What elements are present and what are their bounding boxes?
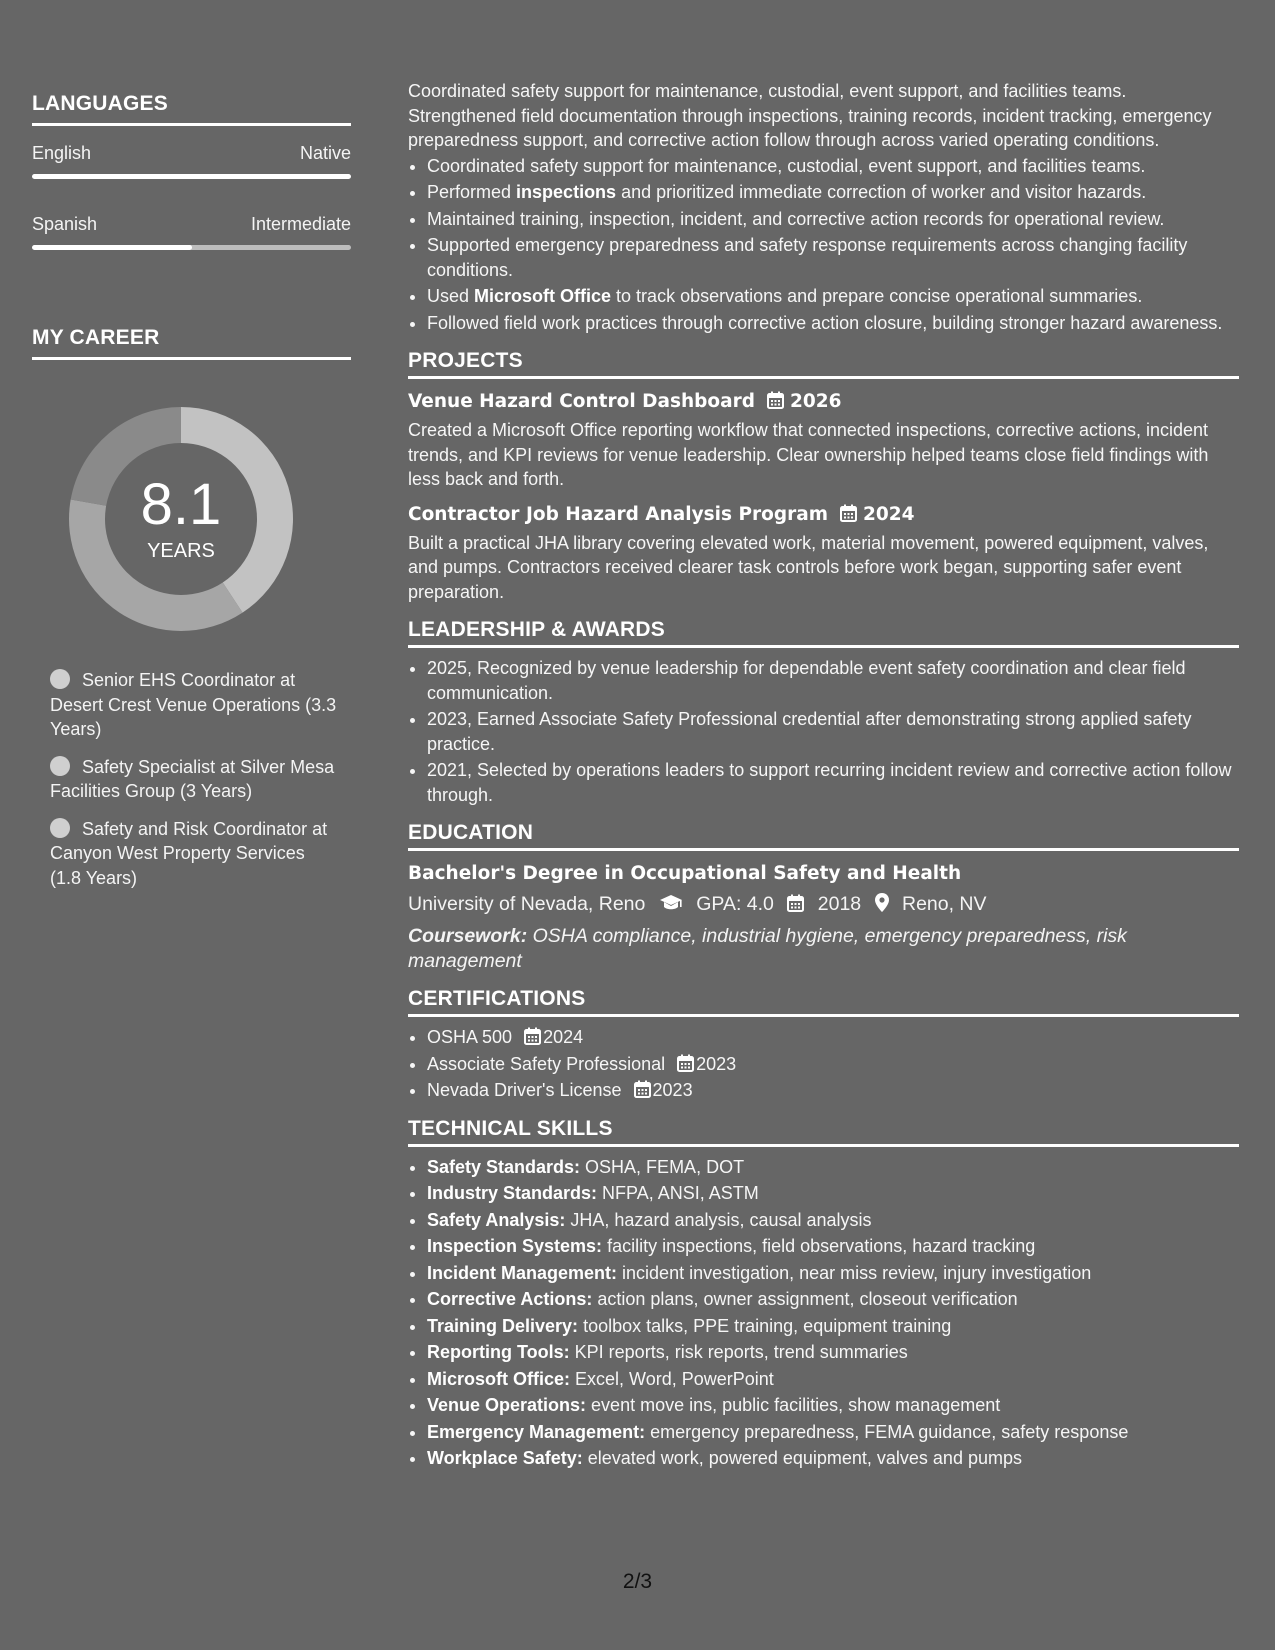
skill-value: facility inspections, field observations, hazard tracking (602, 1236, 1036, 1256)
skills-heading: TECHNICAL SKILLS (408, 1117, 1239, 1147)
location-pin-icon (875, 892, 889, 920)
certification-year: 2023 (696, 1053, 737, 1074)
page-number: 2/3 (622, 1570, 653, 1593)
education-meta (408, 890, 1239, 920)
graduation-cap-icon (659, 892, 683, 920)
calendar-icon (524, 1027, 541, 1045)
graduation-year: 2018 (817, 893, 862, 915)
main-content (408, 79, 1239, 1473)
skill-label: Incident Management: (427, 1262, 618, 1283)
skill-item (427, 1181, 1239, 1206)
skill-value: toolbox talks, PPE training, equipment training (578, 1315, 952, 1336)
career-item-label: Safety Specialist at Silver Mesa Facilities Group (3 Years) (50, 756, 335, 801)
career-item (50, 817, 340, 891)
project-title: Venue Hazard Control Dashboard (408, 391, 755, 412)
bullet-text: Performed (427, 182, 517, 202)
skill-value: KPI reports, risk reports, trend summaries (569, 1342, 908, 1362)
skill-value: JHA, hazard analysis, causal analysis (565, 1209, 872, 1230)
career-item (50, 755, 340, 804)
skill-item (427, 1393, 1239, 1418)
donut-center (66, 404, 296, 634)
language-proficiency-fill (32, 174, 351, 179)
experience-bullet (427, 311, 1239, 336)
degree-title: Bachelor's Degree in Occupational Safety and Health (408, 863, 962, 884)
experience-bullets (408, 154, 1239, 336)
skill-item (427, 1367, 1239, 1392)
calendar-icon (677, 1054, 694, 1072)
language-proficiency-bar (32, 174, 351, 179)
projects-heading: PROJECTS (408, 349, 1239, 379)
calendar-icon (634, 1080, 651, 1098)
experience-bullet (427, 154, 1239, 179)
skill-value: OSHA, FEMA, DOT (580, 1156, 745, 1177)
language-level: Native (299, 143, 351, 163)
award-item: • 2023, Earned Associate Safety Professional credential after demonstrating strong applied safety practice. (427, 707, 1239, 756)
bullet-text: Supported emergency preparedness and safety response requirements across changing facility conditions. (427, 235, 1188, 280)
skill-label: Workplace Safety: (427, 1448, 583, 1468)
language-proficiency-fill (32, 245, 192, 250)
skill-label: Reporting Tools: (427, 1342, 570, 1362)
bullet-keyword: inspections (516, 182, 617, 202)
skill-label: Venue Operations: (427, 1395, 587, 1415)
skill-value: emergency preparedness, FEMA guidance, safety response (645, 1421, 1129, 1442)
certification-item (427, 1052, 1239, 1077)
career-item-label: Safety and Risk Coordinator at Canyon West Property Services (1.8 Years) (50, 818, 328, 888)
experience-bullet (427, 180, 1239, 205)
school-location: Reno, NV (901, 893, 987, 915)
career-item-label: Senior EHS Coordinator at Desert Crest Venue Operations (3.3 Years) (50, 670, 337, 739)
project-description: Created a Microsoft Office reporting workflow that connected inspections, corrective actions, incident trends, and KPI reviews for venue leadership. Clear ownership helped teams close field findings with less back and forth. (408, 420, 1209, 489)
career-legend-dot (50, 756, 70, 776)
certification-item (427, 1078, 1239, 1103)
skill-label: Safety Analysis: (427, 1209, 566, 1230)
language-row (32, 140, 351, 166)
skill-label: Training Delivery: (427, 1315, 579, 1336)
language-row (32, 211, 351, 237)
certification-year: 2024 (543, 1027, 584, 1047)
skill-item (427, 1420, 1239, 1445)
language-item (32, 211, 351, 250)
education-heading: EDUCATION (408, 821, 1239, 851)
skill-item (427, 1261, 1239, 1286)
sidebar (32, 92, 351, 903)
career-list (50, 668, 340, 890)
languages-heading: LANGUAGES (32, 92, 351, 126)
experience-bullet (427, 233, 1239, 282)
bullet-text: Used (427, 286, 475, 306)
career-donut-chart (66, 404, 296, 634)
bullet-text: to track observations and prepare concise operational summaries. (611, 286, 1143, 306)
skill-label: Emergency Management: (427, 1421, 646, 1442)
bullet-text: Maintained training, inspection, incident, and corrective action records for operational review. (427, 208, 1165, 229)
career-total-years: 8.1 (140, 472, 222, 537)
career-total-unit: YEARS (147, 540, 215, 562)
school-name: University of Nevada, Reno (408, 893, 646, 915)
skill-label: Inspection Systems: (427, 1236, 603, 1256)
skill-item (427, 1287, 1239, 1312)
bullet-keyword: Microsoft Office (474, 286, 612, 306)
language-level: Intermediate (250, 214, 351, 234)
leadership-heading: LEADERSHIP & AWARDS (408, 618, 1239, 648)
award-item: • 2025, Recognized by venue leadership for dependable event safety coordination and clear field communication. (427, 656, 1239, 705)
calendar-icon (767, 391, 784, 409)
project-year: 2024 (863, 503, 915, 525)
skill-value: incident investigation, near miss review, injury investigation (617, 1262, 1092, 1283)
experience-bullet (427, 207, 1239, 232)
skill-item (427, 1234, 1239, 1259)
skill-label: Microsoft Office: (427, 1368, 571, 1389)
skill-item (427, 1340, 1239, 1365)
bullet-text: and prioritized immediate correction of worker and visitor hazards. (616, 182, 1147, 202)
career-item (50, 668, 340, 742)
coursework (408, 924, 1239, 973)
language-proficiency-bar (32, 245, 351, 250)
skill-item (427, 1155, 1239, 1180)
skill-item (427, 1208, 1239, 1233)
skill-item (427, 1314, 1239, 1339)
skills-list (408, 1155, 1239, 1471)
skill-label: Industry Standards: (427, 1183, 598, 1203)
experience-summary: Coordinated safety support for maintenance, custodial, event support, and facilities teams. Strengthened field documentation through inspections, training records, incident tracking, emergency preparedness support, and corrective action follow through across varied operating conditions. (408, 81, 1212, 150)
projects-list (408, 389, 1239, 604)
language-list (32, 140, 351, 250)
language-name: English (32, 143, 92, 163)
certification-year: 2023 (652, 1080, 693, 1100)
gpa: GPA: 4.0 (696, 893, 774, 915)
calendar-icon (787, 892, 804, 920)
skill-value: action plans, owner assignment, closeout verification (592, 1289, 1018, 1309)
award-item: • 2021, Selected by operations leaders to support recurring incident review and corrective action follow through. (427, 758, 1239, 807)
bullet-text: Coordinated safety support for maintenance, custodial, event support, and facilities teams. (427, 155, 1146, 176)
project-description: Built a practical JHA library covering elevated work, material movement, powered equipment, valves, and pumps. Contractors received clearer task controls before work began, supporting safer event preparation. (408, 532, 1209, 602)
skill-item (427, 1446, 1239, 1471)
coursework-label: Coursework: (408, 925, 528, 947)
coursework-text: OSHA compliance, industrial hygiene, emergency preparedness, risk management (408, 925, 1127, 972)
skill-value: NFPA, ANSI, ASTM (597, 1183, 759, 1203)
certifications-heading: CERTIFICATIONS (408, 987, 1239, 1017)
project-year: 2026 (789, 391, 842, 412)
language-name: Spanish (32, 214, 98, 234)
calendar-icon (787, 894, 804, 912)
project-title-row (408, 502, 1239, 528)
skill-value: Excel, Word, PowerPoint (570, 1368, 774, 1389)
project-title-row (408, 389, 1239, 415)
skill-value: event move ins, public facilities, show management (586, 1395, 1001, 1415)
leadership-list (408, 656, 1239, 807)
career-heading: MY CAREER (32, 326, 351, 360)
skill-value: elevated work, powered equipment, valves and pumps (582, 1448, 1022, 1468)
language-item (32, 140, 351, 179)
bullet-text: Followed field work practices through corrective action closure, building stronger hazard awareness. (427, 312, 1223, 333)
career-legend-dot (50, 818, 70, 838)
certification-name: Associate Safety Professional (427, 1053, 666, 1074)
certification-name: OSHA 500 (427, 1027, 513, 1047)
certification-item (427, 1025, 1239, 1050)
experience-bullet (427, 284, 1239, 309)
skill-label: Corrective Actions: (427, 1289, 593, 1309)
career-legend-dot (50, 669, 70, 689)
calendar-icon (840, 504, 857, 522)
certifications-list (408, 1025, 1239, 1103)
skill-label: Safety Standards: (427, 1156, 581, 1177)
project-title: Contractor Job Hazard Analysis Program (408, 503, 828, 525)
certification-name: Nevada Driver's License (427, 1080, 622, 1100)
